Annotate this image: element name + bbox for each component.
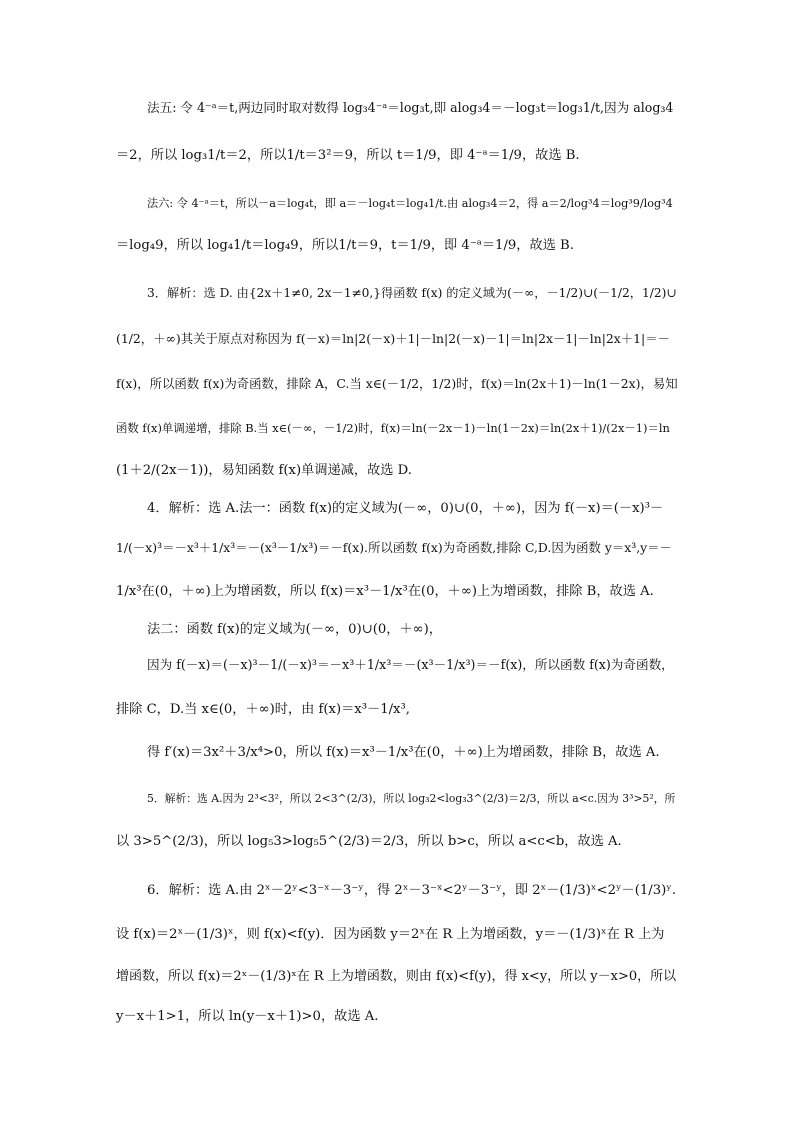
q3-line1: 3．解析：选 D. 由{2x＋1≠0, 2x－1≠0,}得函数 f(x) 的定义域为(－∞，－1/2)∪(－1/2，1/2)∪ (147, 286, 677, 300)
q3-line3: f(x)，所以函数 f(x)为奇函数，排除 A，C.当 x∈(－1/2，1/2)时，f(x)＝ln(2x＋1)－ln(1－2x)，易知 (116, 376, 678, 391)
q4-line3: 1/x³在(0，＋∞)上为增函数，所以 f(x)＝x³－1/x³在(0，＋∞)上为增函数，排除 B，故选 A. (116, 584, 654, 599)
q5-line1: 5．解析：选 A.因为 2³<3²，所以 2<3^(2/3)，所以 log₃2<log₃3^(2/3)＝2/3，所以 a<c.因为 3³>5²，所 (147, 792, 676, 805)
q3-line4: 函数 f(x)单调递增，排除 B.当 x∈(－∞，－1/2)时，f(x)＝ln(－2x－1)－ln(1－2x)＝ln(2x＋1)/(2x－1)＝ln (116, 421, 670, 435)
method6-line2: ＝log₄9，所以 log₄1/t＝log₄9，所以1/t＝9，t＝1/9，即 4⁻ᵃ＝1/9，故选 B. (116, 238, 574, 253)
q4-line5: 因为 f(－x)＝(－x)³－1/(－x)³＝－x³＋1/x³＝－(x³－1/x³)＝－f(x)，所以函数 f(x)为奇函数， (147, 657, 674, 672)
q4-line1: 4．解析：选 A.法一：函数 f(x)的定义域为(－∞，0)∪(0，＋∞)，因为 f(－x)＝(－x)³－ (147, 501, 664, 516)
method5-line1: 法五: 令 4⁻ᵃ＝t,两边同时取对数得 log₃4⁻ᵃ＝log₃t,即 alog₃4＝－log₃t＝log₃1/t,因为 alog₃4 (147, 100, 674, 115)
q5-line2: 以 3>5^(2/3)，所以 log₅3>log₅5^(2/3)＝2/3，所以 b>c，所以 a<c<b，故选 A. (116, 834, 622, 849)
q4-line6: 排除 C，D.当 x∈(0，＋∞)时，由 f(x)＝x³－1/x³, (116, 702, 410, 717)
q4-line4: 法二：函数 f(x)的定义域为(－∞，0)∪(0，＋∞)， (147, 622, 442, 637)
method6-line1: 法六: 令 4⁻ᵃ＝t，所以－a＝log₄t，即 a＝－log₄t＝log₄1/t.由 alog₃4＝2，得 a＝2/log³4＝log³9/log³4 (147, 197, 673, 210)
q6-line3: 增函数，所以 f(x)＝2ˣ－(1/3)ˣ在 R 上为增函数，则由 f(x)<f(y)，得 x<y，所以 y－x>0，所以 (116, 969, 677, 984)
q4-line2: 1/(－x)³＝－x³＋1/x³＝－(x³－1/x³)＝－f(x).所以函数 f(x)为奇函数,排除 C,D.因为函数 y＝x³,y＝－ (116, 540, 672, 555)
q3-line2: (1/2，＋∞)其关于原点对称因为 f(－x)＝ln|2(－x)＋1|－ln|2(－x)－1|＝ln|2x－1|－ln|2x＋1|＝－ (116, 331, 671, 346)
q6-line2: 设 f(x)＝2ˣ－(1/3)ˣ，则 f(x)<f(y)．因为函数 y＝2ˣ在 R 上为增函数，y＝－(1/3)ˣ在 R 上为 (116, 927, 665, 942)
q4-line7: 得 f′(x)＝3x²＋3/x⁴>0，所以 f(x)＝x³－1/x³在(0，＋∞)上为增函数，排除 B，故选 A. (147, 745, 660, 760)
method5-line2: ＝2，所以 log₃1/t＝2，所以1/t＝3²＝9，所以 t＝1/9，即 4⁻ᵃ＝1/9，故选 B. (116, 148, 580, 163)
q6-line4: y－x＋1>1，所以 ln(y－x＋1)>0，故选 A. (116, 1009, 379, 1024)
q6-line1: 6．解析：选 A.由 2ˣ－2ʸ<3⁻ˣ－3⁻ʸ，得 2ˣ－3⁻ˣ<2ʸ－3⁻ʸ，即 2ˣ－(1/3)ˣ<2ʸ－(1/3)ʸ. (147, 883, 677, 898)
q3-line5: (1＋2/(2x－1))，易知函数 f(x)单调递减，故选 D. (116, 463, 412, 478)
